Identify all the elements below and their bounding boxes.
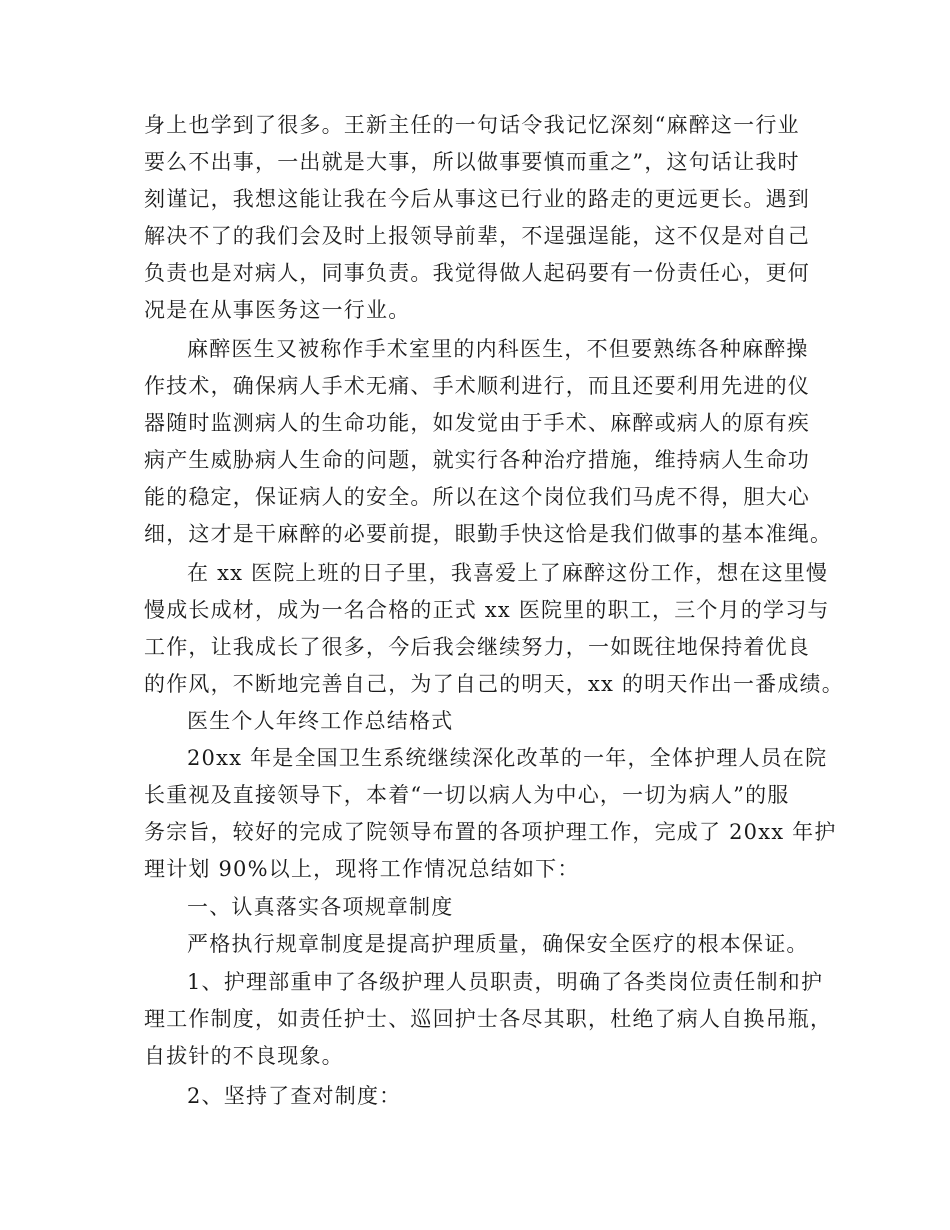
text-line: 理计划 90%以上，现将工作情况总结如下： [144, 857, 580, 881]
text-line: 器随时监测病人的生命功能，如发觉由于手术、麻醉或病人的原有疾 [144, 411, 810, 435]
paragraph-first-line: 1、护理部重申了各级护理人员职责，明确了各类岗位责任制和护 [187, 970, 824, 994]
text-line: 细，这才是干麻醉的必要前提，眼勤手快这恰是我们做事的基本准绳。 [144, 522, 833, 546]
text-line: 况是在从事医务这一行业。 [144, 298, 411, 322]
text-line: 理工作制度，如责任护士、巡回护士各尽其职，杜绝了病人自换吊瓶， [144, 1007, 833, 1031]
text-line: 病产生威胁病人生命的问题，就实行各种治疗措施，维持病人生命功 [144, 448, 810, 472]
text-line: 自拔针的不良现象。 [144, 1044, 344, 1068]
text-line: 慢成长成材，成为一名合格的正式 xx 医院里的职工，三个月的学习与 [144, 598, 830, 622]
text-line: 负责也是对病人，同事负责。我觉得做人起码要有一份责任心，更何 [144, 261, 810, 285]
text-line: 作技术，确保病人手术无痛、手术顺利进行，而且还要利用先进的仪 [144, 374, 810, 398]
text-line: 能的稳定，保证病人的安全。所以在这个岗位我们马虎不得，胆大心 [144, 485, 810, 509]
text-line: 要么不出事，一出就是大事，所以做事要慎而重之”，这句话让我时 [144, 150, 800, 174]
text-line: 身上也学到了很多。王新主任的一句话令我记忆深刻“麻醉这一行业 [144, 113, 800, 137]
paragraph-first-line: 麻醉医生又被称作手术室里的内科医生，不但要熟练各种麻醉操 [187, 337, 809, 361]
text-line: 长重视及直接领导下，本着“一切以病人为中心，一切为病人”的服 [144, 783, 790, 807]
paragraph-first-line: 严格执行规章制度是提高护理质量，确保安全医疗的根本保证。 [187, 932, 809, 956]
text-line: 刻谨记，我想这能让我在今后从事这已行业的路走的更远更长。遇到 [144, 187, 810, 211]
text-line: 务宗旨，较好的完成了院领导布置的各项护理工作，完成了 20xx 年护 [144, 820, 837, 844]
paragraph-first-line: 2、坚持了查对制度： [187, 1084, 402, 1108]
section-heading: 一、认真落实各项规章制度 [187, 895, 454, 919]
paragraph-first-line: 在 xx 医院上班的日子里，我喜爱上了麻醉这份工作，想在这里慢 [187, 561, 829, 585]
paragraph-first-line: 20xx 年是全国卫生系统继续深化改革的一年，全体护理人员在院 [187, 746, 828, 770]
text-line: 的作风，不断地完善自己，为了自己的明天，xx 的明天作出一番成绩。 [144, 672, 844, 696]
section-heading: 医生个人年终工作总结格式 [187, 709, 454, 733]
text-line: 解决不了的我们会及时上报领导前辈，不逞强逞能，这不仅是对自己 [144, 224, 810, 248]
text-line: 工作，让我成长了很多，今后我会继续努力，一如既往地保持着优良 [144, 635, 810, 659]
